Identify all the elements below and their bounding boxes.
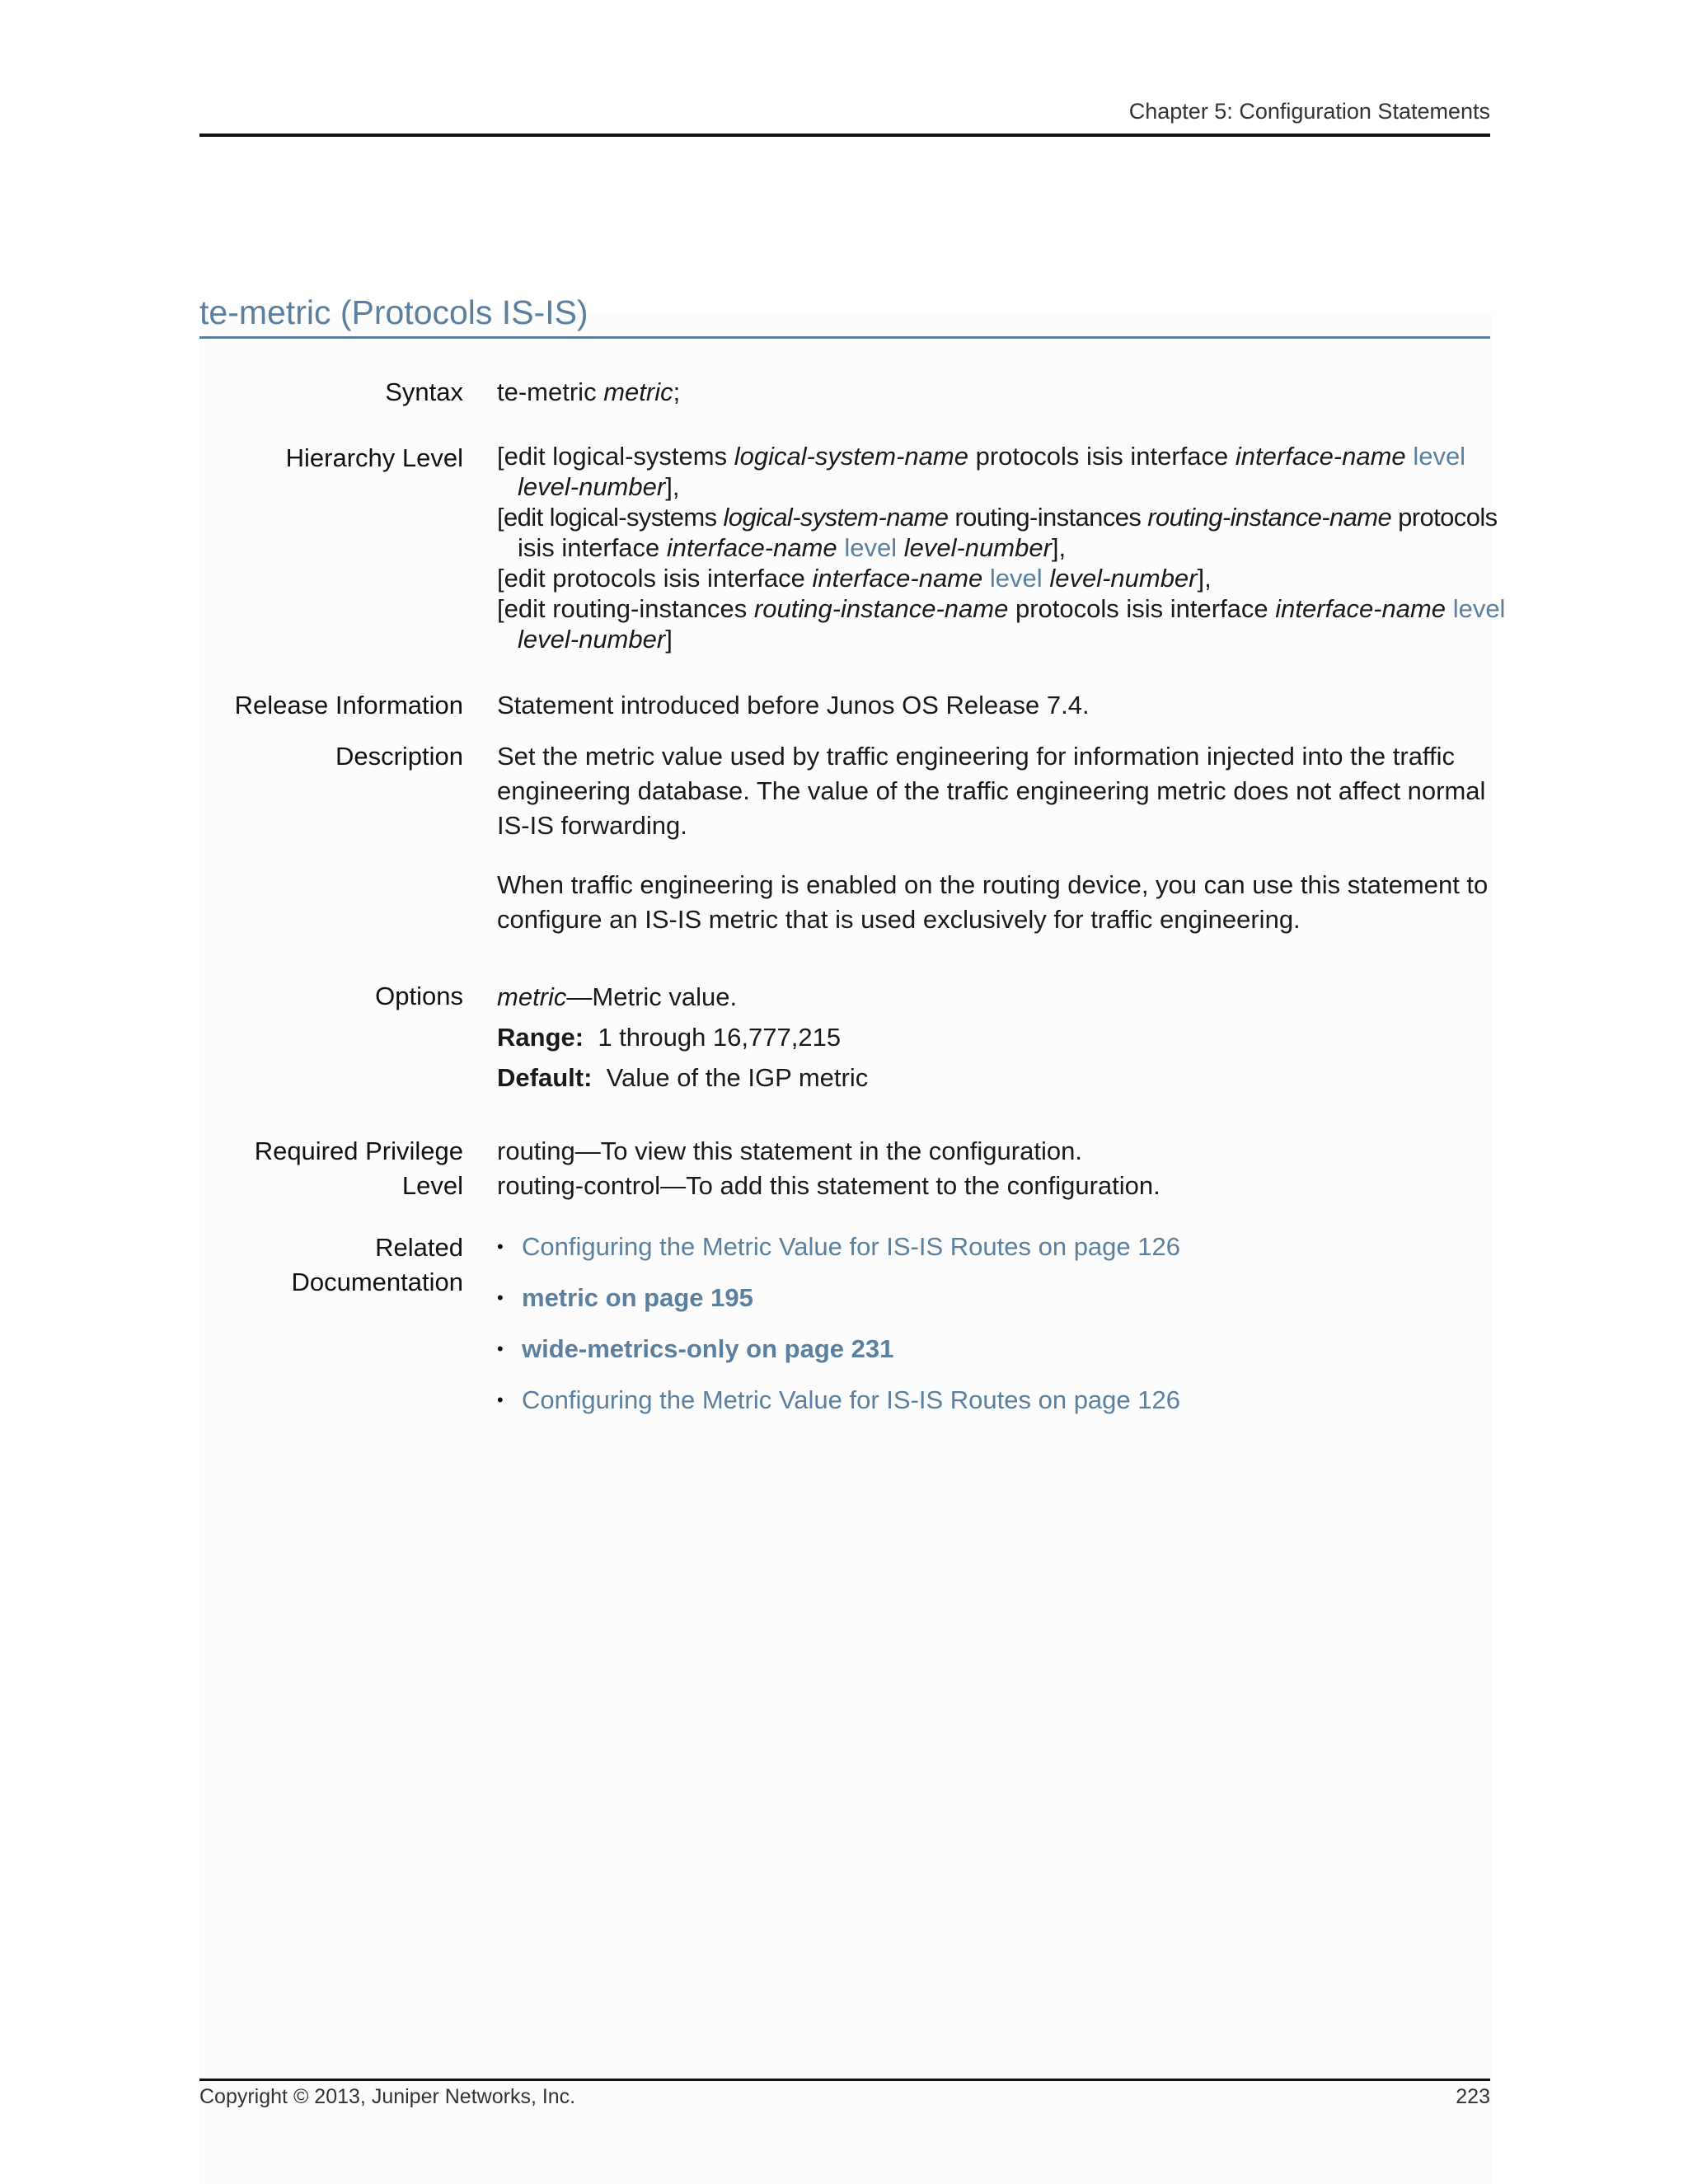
list-item	[497, 1375, 1490, 1426]
hierarchy-line: isis interface interface-name level level-number],	[518, 533, 1067, 562]
footer-divider	[199, 2079, 1490, 2081]
related-links	[497, 1221, 1490, 1426]
related-label: Related Documentation	[291, 1233, 463, 1296]
release-label: Release Information	[234, 691, 463, 719]
hierarchy-lines	[497, 441, 1506, 654]
description-paragraph: Set the metric value used by traffic engineering for information injected into the traffic engineering database. The value of the traffic engineering metric does not affect normal IS-IS forwarding.	[497, 742, 1486, 840]
privilege-line: routing-control—To add this statement to the configuration.	[497, 1171, 1160, 1200]
copyright: Copyright © 2013, Juniper Networks, Inc.	[199, 2085, 576, 2108]
syntax-end: ;	[673, 377, 681, 406]
title-divider	[199, 336, 1490, 339]
range-value: 1 through 16,777,215	[598, 1023, 842, 1052]
syntax-keyword: te-metric	[497, 377, 597, 406]
syntax-arg: metric	[603, 377, 673, 406]
release-text: Statement introduced before Junos OS Release 7.4.	[497, 691, 1090, 719]
syntax-statement	[497, 375, 1490, 410]
hierarchy-line: level-number],	[518, 472, 680, 501]
related-link-metric-config-2[interactable]: Configuring the Metric Value for IS-IS Routes on page 126	[522, 1385, 1180, 1414]
bullet-icon: •	[497, 1390, 504, 1410]
option-default	[497, 1057, 1490, 1098]
option-name: metric	[497, 982, 567, 1011]
running-header: Chapter 5: Configuration Statements	[1128, 99, 1490, 124]
list-item	[497, 1272, 1490, 1324]
bullet-icon: •	[497, 1338, 504, 1359]
page-number: 223	[1456, 2085, 1490, 2108]
bullet-icon: •	[497, 1236, 504, 1257]
privilege-body	[497, 1134, 1490, 1203]
header-divider	[199, 134, 1490, 137]
default-value: Value of the IGP metric	[606, 1063, 869, 1092]
description-label: Description	[335, 742, 463, 771]
page-title: te-metric (Protocols IS-IS)	[199, 293, 588, 331]
option-range	[497, 1017, 1490, 1057]
hierarchy-line: level-number]	[518, 625, 673, 654]
options-label: Options	[375, 982, 463, 1010]
bullet-icon: •	[497, 1287, 504, 1308]
privilege-label: Required Privilege Level	[254, 1137, 463, 1200]
description-body	[497, 739, 1490, 937]
hierarchy-line: [edit logical-systems logical-system-name routing-instances routing-instance-name protocols	[497, 503, 1498, 532]
option-desc: —Metric value.	[566, 982, 738, 1011]
hierarchy-line: [edit routing-instances routing-instance-name protocols isis interface interface-name level	[497, 594, 1506, 623]
list-item	[497, 1221, 1490, 1272]
default-label: Default:	[497, 1063, 593, 1092]
option-metric	[497, 977, 1490, 1017]
syntax-label: Syntax	[385, 377, 463, 406]
hierarchy-line: [edit logical-systems logical-system-name protocols isis interface interface-name level	[497, 442, 1466, 471]
hierarchy-label: Hierarchy Level	[285, 443, 463, 472]
range-label: Range:	[497, 1023, 584, 1052]
related-link-metric[interactable]: metric on page 195	[522, 1283, 753, 1312]
related-link-wide-metrics[interactable]: wide-metrics-only on page 231	[522, 1334, 894, 1363]
options-body	[497, 977, 1490, 1098]
hierarchy-line: [edit protocols isis interface interface-name level level-number],	[497, 564, 1212, 593]
list-item	[497, 1324, 1490, 1375]
related-link-metric-config[interactable]: Configuring the Metric Value for IS-IS Routes on page 126	[522, 1232, 1180, 1261]
privilege-line: routing—To view this statement in the configuration.	[497, 1137, 1082, 1165]
description-paragraph: When traffic engineering is enabled on the routing device, you can use this statement to configure an IS-IS metric that is used exclusively for traffic engineering.	[497, 870, 1489, 934]
